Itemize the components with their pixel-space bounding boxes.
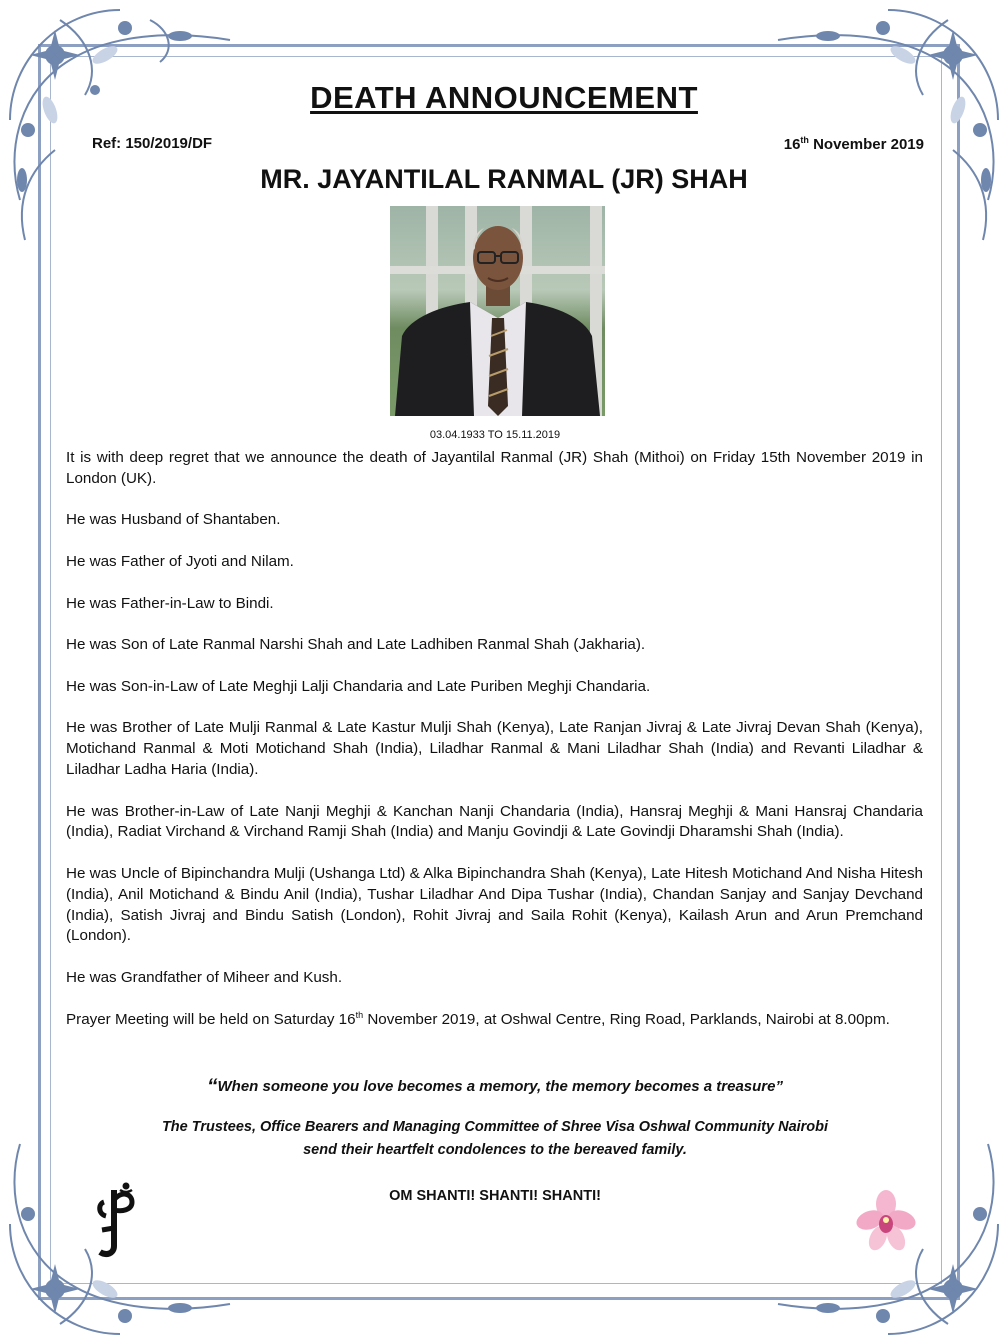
son-paragraph: He was Son of Late Ranmal Narshi Shah and Late Ladhiben Ranmal Shah (Jakharia). xyxy=(66,636,646,654)
intro-paragraph: It is with deep regret that we announce the death of Jayantilal Ranmal (JR) Shah (Mithoi) on Friday 15th November 2019 in London (UK). xyxy=(66,449,923,487)
deceased-name: MR. JAYANTILAL RANMAL (JR) SHAH xyxy=(260,164,748,194)
om-shanti-closing: OM SHANTI! SHANTI! SHANTI! xyxy=(389,1188,601,1204)
reference-number: Ref: 150/2019/DF xyxy=(92,135,213,152)
father-paragraph: He was Father of Jyoti and Nilam. xyxy=(66,552,294,570)
announcement-body xyxy=(66,448,923,1036)
condolence-line: send their heartfelt condolences to the bereaved family. xyxy=(303,1142,687,1158)
son-in-law-paragraph: He was Son-in-Law of Late Meghji Lalji Chandaria and Late Puriben Meghji Chandaria. xyxy=(66,677,651,695)
om-symbol-icon xyxy=(92,1180,140,1258)
condolence-message xyxy=(0,1116,990,1162)
announcement-date: 16th November 2019 xyxy=(783,135,924,153)
memorial-quote: “When someone you love becomes a memory, the memory becomes a treasure” xyxy=(207,1075,783,1098)
brother-paragraph: He was Brother of Late Mulji Ranmal & Late Kastur Mulji Shah (Kenya), Late Ranjan Jivraj & Late Jivraj Devan Shah (Kenya), Motichand Ranmal & Moti Motichand Shah (India), Liladhar Ranmal & Mani Liladhar Shah (India) and Revanti Liladhar & Liladhar Ladha Haria (India). xyxy=(66,719,923,778)
brother-in-law-paragraph: He was Brother-in-Law of Late Nanji Meghji & Kanchan Nanji Chandaria (India), Hansraj Meghji & Mani Hansraj Chandaria (India), Radiat Virchand & Virchand Ramji Shah (India) and Manju Govindji & Late Govindji Dharamshi Shah (India). xyxy=(66,802,923,841)
father-in-law-paragraph: He was Father-in-Law to Bindi. xyxy=(66,594,274,612)
uncle-paragraph: He was Uncle of Bipinchandra Mulji (Ushanga Ltd) & Alka Bipinchandra Shah (Kenya), Late Hitesh Motichand And Nisha Hitesh (India), Anil Motichand & Bindu Anil (India), Tushar Liladhar And Dipa Tushar (India), Chandan Sanjay and Sanjay Devchand (India), Satish Jivraj and Bindu Satish (London), Rohit Jivraj and Saila Rohit (Kenya), Kailash Arun and Arun Premchand (London). xyxy=(66,864,923,945)
floral-corner-ornament-icon xyxy=(0,0,250,250)
portrait-photo xyxy=(390,206,605,416)
orchid-flower-icon xyxy=(856,1190,916,1254)
floral-corner-ornament-icon xyxy=(758,0,1008,250)
announcement-title: DEATH ANNOUNCEMENT xyxy=(310,80,698,115)
life-dates: 03.04.1933 TO 15.11.2019 xyxy=(429,429,561,441)
husband-paragraph: He was Husband of Shantaben. xyxy=(66,511,281,529)
condolence-line: The Trustees, Office Bearers and Managing Committee of Shree Visa Oshwal Community Nairobi xyxy=(161,1119,829,1135)
grandfather-paragraph: He was Grandfather of Miheer and Kush. xyxy=(66,968,343,986)
prayer-meeting-paragraph: Prayer Meeting will be held on Saturday 16th November 2019, at Oshwal Centre, Ring Road, Parklands, Nairobi at 8.00pm. xyxy=(66,1009,890,1028)
